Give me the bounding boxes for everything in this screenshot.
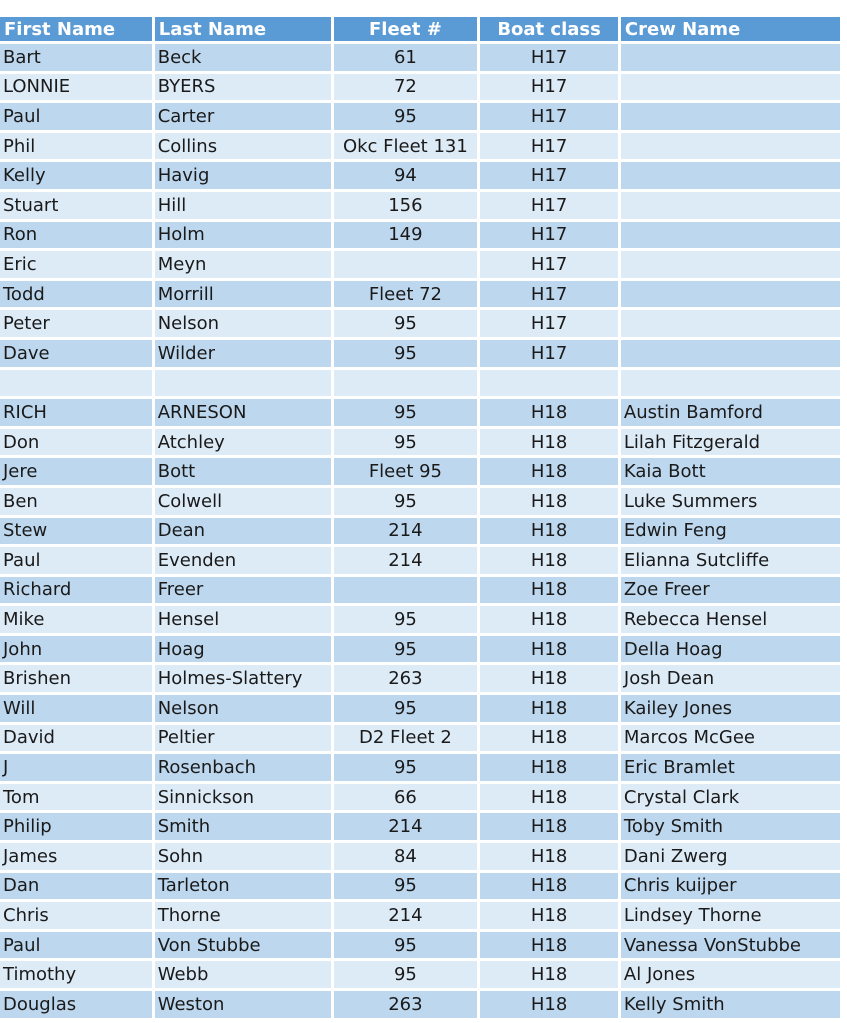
- table-row: [0, 665, 840, 692]
- cell-boat-class: H18: [480, 695, 618, 722]
- cell-boat-class: H17: [480, 74, 618, 101]
- cell-crew-name: Lindsey Thorne: [621, 902, 840, 929]
- cell-fleet-number: 214: [334, 547, 478, 574]
- cell-first-name: Eric: [0, 251, 152, 278]
- cell-first-name: Jere: [0, 458, 152, 485]
- cell-crew-name: [621, 370, 840, 397]
- table-row: [0, 370, 840, 397]
- table-row: [0, 991, 840, 1018]
- cell-boat-class: H18: [480, 813, 618, 840]
- cell-fleet-number: [334, 370, 478, 397]
- cell-last-name: Colwell: [155, 488, 331, 515]
- cell-crew-name: [621, 281, 840, 308]
- cell-boat-class: H17: [480, 281, 618, 308]
- cell-crew-name: Edwin Feng: [621, 518, 840, 545]
- cell-last-name: Evenden: [155, 547, 331, 574]
- cell-boat-class: H18: [480, 902, 618, 929]
- cell-fleet-number: 149: [334, 222, 478, 249]
- cell-first-name: David: [0, 725, 152, 752]
- cell-fleet-number: 61: [334, 44, 478, 71]
- cell-last-name: Peltier: [155, 725, 331, 752]
- cell-boat-class: H18: [480, 873, 618, 900]
- cell-fleet-number: 95: [334, 103, 478, 130]
- cell-boat-class: H17: [480, 222, 618, 249]
- cell-crew-name: [621, 44, 840, 71]
- cell-first-name: Richard: [0, 577, 152, 604]
- table-row: [0, 577, 840, 604]
- cell-boat-class: H18: [480, 843, 618, 870]
- table-row: [0, 399, 840, 426]
- table-row: [0, 133, 840, 160]
- cell-crew-name: Della Hoag: [621, 636, 840, 663]
- cell-crew-name: [621, 74, 840, 101]
- cell-boat-class: H17: [480, 103, 618, 130]
- cell-first-name: Douglas: [0, 991, 152, 1018]
- header-boat-class: Boat class: [480, 17, 618, 41]
- cell-fleet-number: 72: [334, 74, 478, 101]
- cell-last-name: Freer: [155, 577, 331, 604]
- table-row: [0, 813, 840, 840]
- cell-first-name: Mike: [0, 606, 152, 633]
- cell-last-name: Meyn: [155, 251, 331, 278]
- cell-fleet-number: 95: [334, 488, 478, 515]
- table-row: [0, 932, 840, 959]
- cell-first-name: Philip: [0, 813, 152, 840]
- table-row: [0, 162, 840, 189]
- cell-first-name: Ron: [0, 222, 152, 249]
- cell-first-name: Stuart: [0, 192, 152, 219]
- cell-fleet-number: 95: [334, 873, 478, 900]
- cell-fleet-number: 84: [334, 843, 478, 870]
- cell-crew-name: Lilah Fitzgerald: [621, 429, 840, 456]
- cell-last-name: Nelson: [155, 310, 331, 337]
- cell-fleet-number: 156: [334, 192, 478, 219]
- cell-crew-name: Vanessa VonStubbe: [621, 932, 840, 959]
- cell-first-name: Paul: [0, 103, 152, 130]
- cell-first-name: [0, 370, 152, 397]
- table-row: [0, 281, 840, 308]
- cell-boat-class: H18: [480, 606, 618, 633]
- cell-last-name: BYERS: [155, 74, 331, 101]
- cell-fleet-number: 95: [334, 932, 478, 959]
- cell-last-name: Morrill: [155, 281, 331, 308]
- cell-crew-name: Kelly Smith: [621, 991, 840, 1018]
- header-fleet-number: Fleet #: [334, 17, 478, 41]
- cell-crew-name: Chris kuijper: [621, 873, 840, 900]
- table-row: [0, 636, 840, 663]
- cell-last-name: Beck: [155, 44, 331, 71]
- cell-first-name: Dan: [0, 873, 152, 900]
- cell-crew-name: Zoe Freer: [621, 577, 840, 604]
- cell-fleet-number: 95: [334, 399, 478, 426]
- cell-first-name: Timothy: [0, 961, 152, 988]
- cell-first-name: Kelly: [0, 162, 152, 189]
- cell-crew-name: [621, 222, 840, 249]
- cell-crew-name: [621, 192, 840, 219]
- cell-first-name: Paul: [0, 932, 152, 959]
- cell-first-name: Peter: [0, 310, 152, 337]
- cell-first-name: Will: [0, 695, 152, 722]
- table-row: [0, 429, 840, 456]
- cell-crew-name: [621, 103, 840, 130]
- cell-fleet-number: 263: [334, 665, 478, 692]
- cell-last-name: Hoag: [155, 636, 331, 663]
- cell-last-name: Von Stubbe: [155, 932, 331, 959]
- cell-last-name: Rosenbach: [155, 754, 331, 781]
- cell-fleet-number: 95: [334, 340, 478, 367]
- cell-crew-name: Josh Dean: [621, 665, 840, 692]
- cell-fleet-number: 95: [334, 606, 478, 633]
- cell-fleet-number: 94: [334, 162, 478, 189]
- cell-fleet-number: [334, 577, 478, 604]
- cell-last-name: ARNESON: [155, 399, 331, 426]
- cell-boat-class: [480, 370, 618, 397]
- cell-crew-name: [621, 251, 840, 278]
- table-row: [0, 784, 840, 811]
- cell-boat-class: H17: [480, 310, 618, 337]
- cell-fleet-number: Okc Fleet 131: [334, 133, 478, 160]
- cell-last-name: Webb: [155, 961, 331, 988]
- cell-first-name: Bart: [0, 44, 152, 71]
- cell-last-name: Dean: [155, 518, 331, 545]
- cell-boat-class: H18: [480, 784, 618, 811]
- cell-fleet-number: 95: [334, 636, 478, 663]
- roster-sheet: [0, 14, 843, 1021]
- cell-boat-class: H18: [480, 961, 618, 988]
- cell-boat-class: H18: [480, 636, 618, 663]
- header-first-name: First Name: [0, 17, 152, 41]
- table-row: [0, 725, 840, 752]
- cell-last-name: Collins: [155, 133, 331, 160]
- header-row: [0, 17, 840, 41]
- cell-last-name: Smith: [155, 813, 331, 840]
- cell-crew-name: Rebecca Hensel: [621, 606, 840, 633]
- cell-last-name: Weston: [155, 991, 331, 1018]
- cell-last-name: Thorne: [155, 902, 331, 929]
- cell-boat-class: H18: [480, 488, 618, 515]
- cell-boat-class: H18: [480, 577, 618, 604]
- cell-fleet-number: 95: [334, 695, 478, 722]
- cell-boat-class: H17: [480, 133, 618, 160]
- cell-fleet-number: 263: [334, 991, 478, 1018]
- cell-last-name: Atchley: [155, 429, 331, 456]
- cell-crew-name: Crystal Clark: [621, 784, 840, 811]
- table-row: [0, 340, 840, 367]
- table-row: [0, 251, 840, 278]
- cell-boat-class: H17: [480, 44, 618, 71]
- cell-fleet-number: 95: [334, 961, 478, 988]
- header-last-name: Last Name: [155, 17, 331, 41]
- table-row: [0, 695, 840, 722]
- cell-boat-class: H17: [480, 251, 618, 278]
- cell-first-name: Tom: [0, 784, 152, 811]
- cell-last-name: Hill: [155, 192, 331, 219]
- table-row: [0, 547, 840, 574]
- cell-crew-name: Austin Bamford: [621, 399, 840, 426]
- cell-crew-name: [621, 310, 840, 337]
- cell-fleet-number: 95: [334, 754, 478, 781]
- cell-boat-class: H18: [480, 399, 618, 426]
- cell-first-name: Stew: [0, 518, 152, 545]
- cell-fleet-number: 214: [334, 902, 478, 929]
- table-row: [0, 103, 840, 130]
- cell-last-name: Sinnickson: [155, 784, 331, 811]
- cell-last-name: Sohn: [155, 843, 331, 870]
- cell-crew-name: Toby Smith: [621, 813, 840, 840]
- cell-boat-class: H18: [480, 665, 618, 692]
- cell-boat-class: H17: [480, 192, 618, 219]
- table-row: [0, 902, 840, 929]
- cell-boat-class: H18: [480, 725, 618, 752]
- cell-last-name: Hensel: [155, 606, 331, 633]
- cell-boat-class: H17: [480, 340, 618, 367]
- cell-first-name: J: [0, 754, 152, 781]
- cell-first-name: Paul: [0, 547, 152, 574]
- table-row: [0, 488, 840, 515]
- cell-crew-name: [621, 340, 840, 367]
- cell-fleet-number: Fleet 95: [334, 458, 478, 485]
- cell-boat-class: H18: [480, 932, 618, 959]
- cell-crew-name: Kaia Bott: [621, 458, 840, 485]
- header-crew-name: Crew Name: [621, 17, 840, 41]
- cell-crew-name: Al Jones: [621, 961, 840, 988]
- table-row: [0, 310, 840, 337]
- table-row: [0, 458, 840, 485]
- cell-boat-class: H17: [480, 162, 618, 189]
- table-row: [0, 961, 840, 988]
- cell-fleet-number: 95: [334, 310, 478, 337]
- cell-last-name: [155, 370, 331, 397]
- table-row: [0, 192, 840, 219]
- cell-fleet-number: 95: [334, 429, 478, 456]
- cell-crew-name: Kailey Jones: [621, 695, 840, 722]
- table-row: [0, 754, 840, 781]
- cell-first-name: Chris: [0, 902, 152, 929]
- table-row: [0, 518, 840, 545]
- cell-first-name: LONNIE: [0, 74, 152, 101]
- cell-crew-name: Eric Bramlet: [621, 754, 840, 781]
- cell-first-name: Dave: [0, 340, 152, 367]
- cell-first-name: Brishen: [0, 665, 152, 692]
- cell-first-name: John: [0, 636, 152, 663]
- cell-crew-name: [621, 133, 840, 160]
- table-row: [0, 843, 840, 870]
- table-row: [0, 222, 840, 249]
- cell-fleet-number: 214: [334, 518, 478, 545]
- table-row: [0, 74, 840, 101]
- cell-first-name: Ben: [0, 488, 152, 515]
- cell-crew-name: Luke Summers: [621, 488, 840, 515]
- table-row: [0, 606, 840, 633]
- cell-fleet-number: [334, 251, 478, 278]
- cell-crew-name: Dani Zwerg: [621, 843, 840, 870]
- cell-crew-name: Marcos McGee: [621, 725, 840, 752]
- cell-fleet-number: Fleet 72: [334, 281, 478, 308]
- cell-last-name: Wilder: [155, 340, 331, 367]
- cell-last-name: Carter: [155, 103, 331, 130]
- cell-fleet-number: D2 Fleet 2: [334, 725, 478, 752]
- cell-last-name: Bott: [155, 458, 331, 485]
- cell-last-name: Holm: [155, 222, 331, 249]
- cell-crew-name: Elianna Sutcliffe: [621, 547, 840, 574]
- cell-first-name: James: [0, 843, 152, 870]
- table-body: [0, 44, 840, 1018]
- cell-fleet-number: 66: [334, 784, 478, 811]
- table-row: [0, 873, 840, 900]
- cell-last-name: Holmes-Slattery: [155, 665, 331, 692]
- cell-boat-class: H18: [480, 429, 618, 456]
- cell-boat-class: H18: [480, 754, 618, 781]
- cell-boat-class: H18: [480, 547, 618, 574]
- cell-boat-class: H18: [480, 518, 618, 545]
- cell-last-name: Havig: [155, 162, 331, 189]
- cell-boat-class: H18: [480, 991, 618, 1018]
- cell-last-name: Tarleton: [155, 873, 331, 900]
- cell-boat-class: H18: [480, 458, 618, 485]
- table-header: [0, 17, 840, 41]
- cell-first-name: Todd: [0, 281, 152, 308]
- cell-first-name: Don: [0, 429, 152, 456]
- cell-first-name: Phil: [0, 133, 152, 160]
- cell-fleet-number: 214: [334, 813, 478, 840]
- roster-table: [0, 14, 843, 1021]
- cell-crew-name: [621, 162, 840, 189]
- cell-last-name: Nelson: [155, 695, 331, 722]
- table-row: [0, 44, 840, 71]
- cell-first-name: RICH: [0, 399, 152, 426]
